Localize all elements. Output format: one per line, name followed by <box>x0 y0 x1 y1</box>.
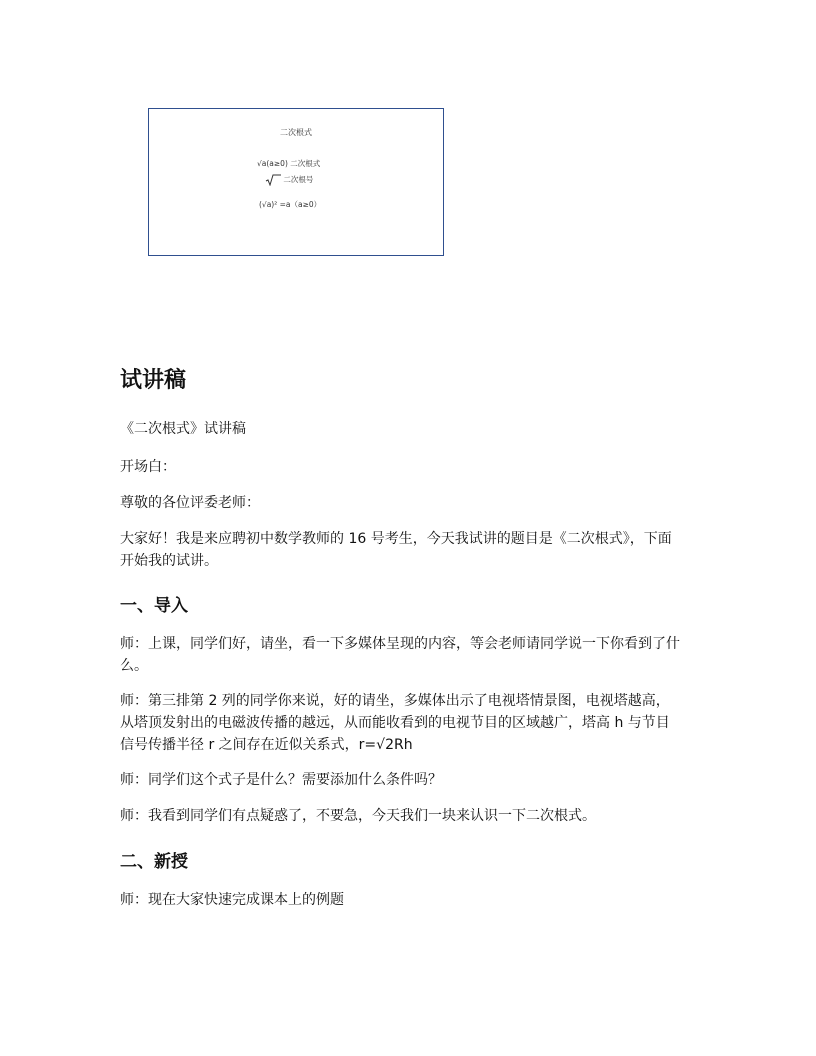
document-title: 试讲稿 <box>120 368 187 393</box>
embedded-figure <box>148 108 444 256</box>
figure-line-1: √a(a≥0) 二次根式 <box>257 159 321 168</box>
section-heading-new-lesson: 二、新授 <box>120 852 188 872</box>
radical-sign-icon <box>265 174 281 186</box>
paragraph-lead-in-2: 师：第三排第 2 列的同学你来说，好的请坐，多媒体出示了电视塔情景图，电视塔越高，从塔顶发射出的电磁波传播的越远，从而能收看到的电视节目的区域越广，塔高 h 与节目信号传播半径 r 之间存在近似关系式，r=√2Rh <box>120 693 670 753</box>
paragraph-lead-in-4: 师：我看到同学们有点疑惑了，不要急，今天我们一块来认识一下二次根式。 <box>120 808 596 824</box>
paragraph-lead-in-1: 师：上课，同学们好，请坐，看一下多媒体呈现的内容，等会老师请同学说一下你看到了什么。 <box>120 636 680 674</box>
paragraph-intro: 大家好！我是来应聘初中数学教师的 16 号考生，今天我试讲的题目是《二次根式》，下面开始我的试讲。 <box>120 531 672 569</box>
figure-line-3: (√a)² =a（a≥0） <box>259 200 322 209</box>
paragraph-subtitle: 《二次根式》试讲稿 <box>120 421 246 437</box>
paragraph-lead-in-3: 师：同学们这个式子是什么？需要添加什么条件吗？ <box>120 772 442 788</box>
section-heading-intro: 一、导入 <box>120 596 188 616</box>
paragraph-opening: 开场白： <box>120 459 176 475</box>
figure-line-2 <box>265 174 313 186</box>
paragraph-new-lesson-1: 师：现在大家快速完成课本上的例题 <box>120 892 344 908</box>
figure-title: 二次根式 <box>280 128 312 137</box>
paragraph-greeting: 尊敬的各位评委老师： <box>120 495 260 511</box>
figure-line-2-text: 二次根号 <box>283 175 314 184</box>
